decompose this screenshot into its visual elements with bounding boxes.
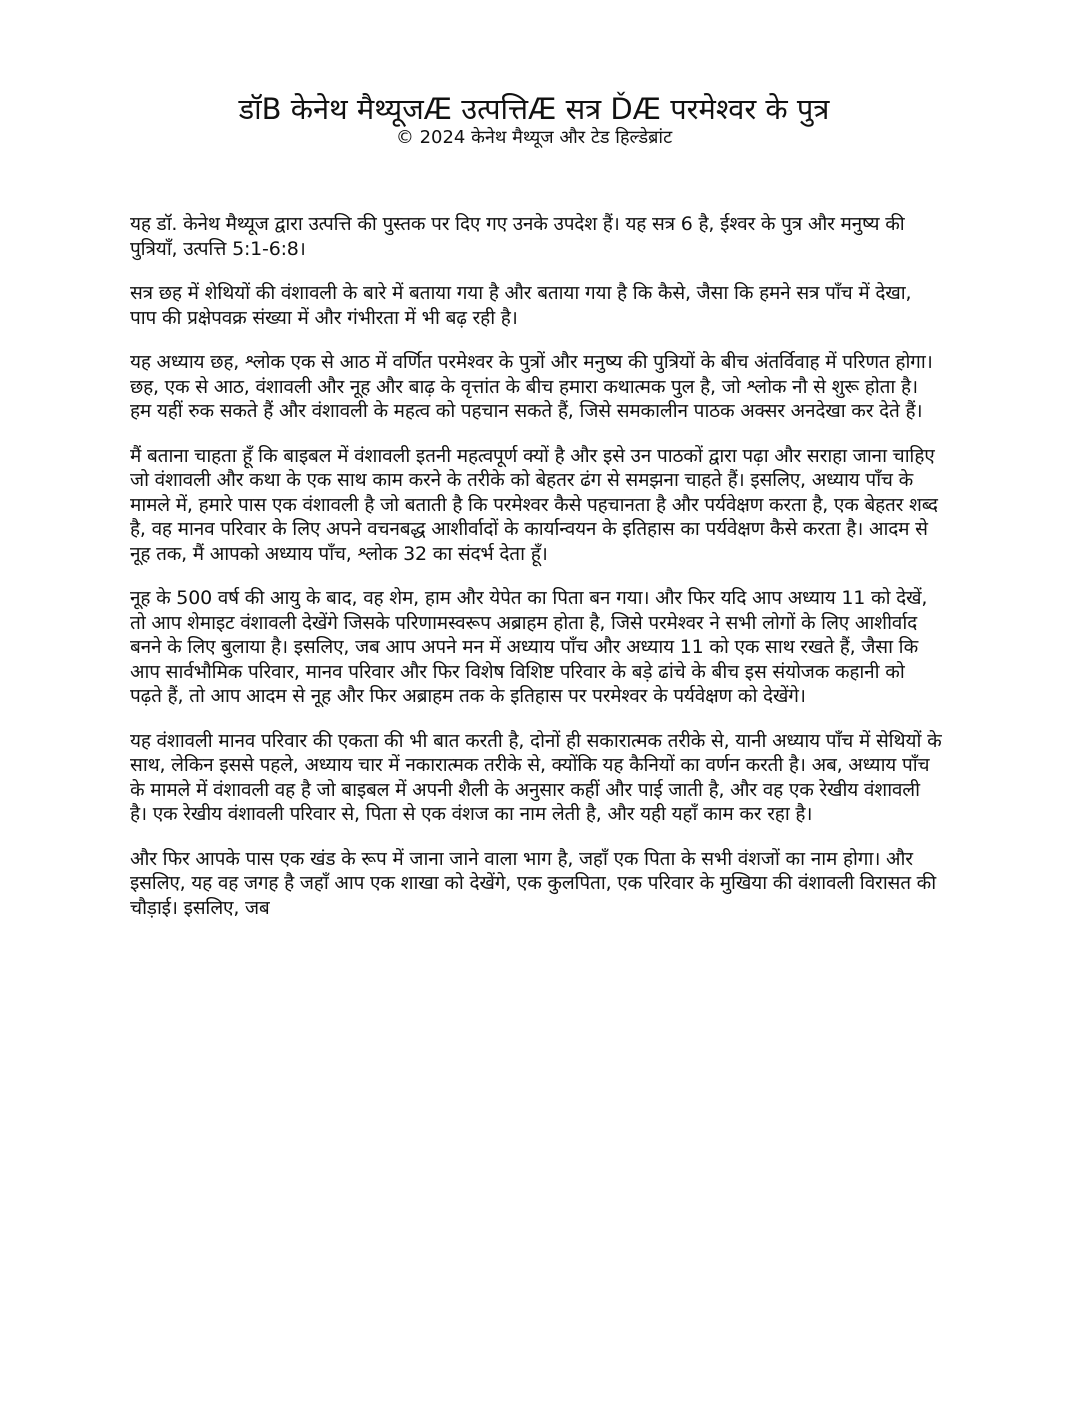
paragraph: यह वंशावली मानव परिवार की एकता की भी बात करती है, दोनों ही सकारात्मक तरीके से, यानी अध्याय पाँच में सेथियों के साथ, लेकिन इससे पहले, अध्याय चार में नकारात्मक तरीके से, क्योंकि यह कैनियों का वर्णन करती है। अब, अध्याय पाँच के मामले में वंशावली वह है जो बाइबल में अपनी शैली के अनुसार कहीं और पाई जाती है, और वह एक रेखीय वंशावली है। एक रेखीय वंशावली परिवार से, पिता से एक वंशज का नाम लेती है, और यही यहाँ काम कर रहा है। — [130, 729, 942, 825]
document-body — [130, 212, 942, 940]
paragraph: और फिर आपके पास एक खंड के रूप में जाना जाने वाला भाग है, जहाँ एक पिता के सभी वंशजों का नाम होगा। और इसलिए, यह वह जगह है जहाँ आप एक शाखा को देखेंगे, एक कुलपिता, एक परिवार के मुखिया की वंशावली विरासत की चौड़ाई। इसलिए, जब — [130, 847, 936, 919]
paragraph: मैं बताना चाहता हूँ कि बाइबल में वंशावली इतनी महत्वपूर्ण क्यों है और इसे उन पाठकों द्वारा पढ़ा और सराहा जाना चाहिए जो वंशावली और कथा के एक साथ काम करने के तरीके को बेहतर ढंग से समझना चाहते हैं। इसलिए, अध्याय पाँच के मामले में, हमारे पास एक वंशावली है जो बताती है कि परमेश्वर कैसे पहचानता है और पर्यवेक्षण करता है, एक बेहतर शब्द है, वह मानव परिवार के लिए अपने वचनबद्ध आशीर्वादों के कार्यान्वयन के इतिहास का पर्यवेक्षण कैसे करता है। आदम से नूह तक, मैं आपको अध्याय पाँच, श्लोक 32 का संदर्भ देता हूँ। — [130, 444, 938, 565]
document-title: डॉB केनेथ मैथ्यूजÆ उत्पत्तिÆ सत्र ĎÆ परमेश्वर के पुत्र — [238, 92, 830, 126]
paragraph: नूह के 500 वर्ष की आयु के बाद, वह शेम, हाम और येपेत का पिता बन गया। और फिर यदि आप अध्याय 11 को देखें, तो आप शेमाइट वंशावली देखेंगे जिसके परिणामस्वरूप अब्राहम होता है, जिसे परमेश्वर ने सभी लोगों के लिए आशीर्वाद बनने के लिए बुलाया है। इसलिए, जब आप अपने मन में अध्याय पाँच और अध्याय 11 को एक साथ रखते हैं, जैसा कि आप सार्वभौमिक परिवार, मानव परिवार और फिर विशेष विशिष्ट परिवार के बड़े ढांचे के बीच इस संयोजक कहानी को पढ़ते हैं, तो आप आदम से नूह और फिर अब्राहम तक के इतिहास पर परमेश्वर के पर्यवेक्षण को देखेंगे। — [130, 587, 928, 707]
document-header — [130, 92, 938, 150]
paragraph: यह डॉ. केनेथ मैथ्यूज द्वारा उत्पत्ति की पुस्तक पर दिए गए उनके उपदेश हैं। यह सत्र 6 है, ईश्वर के पुत्र और मनुष्य की पुत्रियाँ, उत्पत्ति 5:1-6:8। — [130, 213, 905, 260]
paragraph: सत्र छह में शेथियों की वंशावली के बारे में बताया गया है और बताया गया है कि कैसे, जैसा कि हमने सत्र पाँच में देखा, पाप की प्रक्षेपवक्र संख्या में और गंभीरता में भी बढ़ रही है। — [130, 282, 912, 329]
copyright-line: © 2024 केनेथ मैथ्यूज और टेड हिल्डेब्रांट — [395, 127, 673, 148]
paragraph: यह अध्याय छह, श्लोक एक से आठ में वर्णित परमेश्वर के पुत्रों और मनुष्य की पुत्रियों के बीच अंतर्विवाह में परिणत होगा। छह, एक से आठ, वंशावली और नूह और बाढ़ के वृत्तांत के बीच हमारा कथात्मक पुल है, जो श्लोक नौ से शुरू होता है। हम यहीं रुक सकते हैं और वंशावली के महत्व को पहचान सकते हैं, जिसे समकालीन पाठक अक्सर अनदेखा कर देते हैं। — [130, 351, 933, 422]
